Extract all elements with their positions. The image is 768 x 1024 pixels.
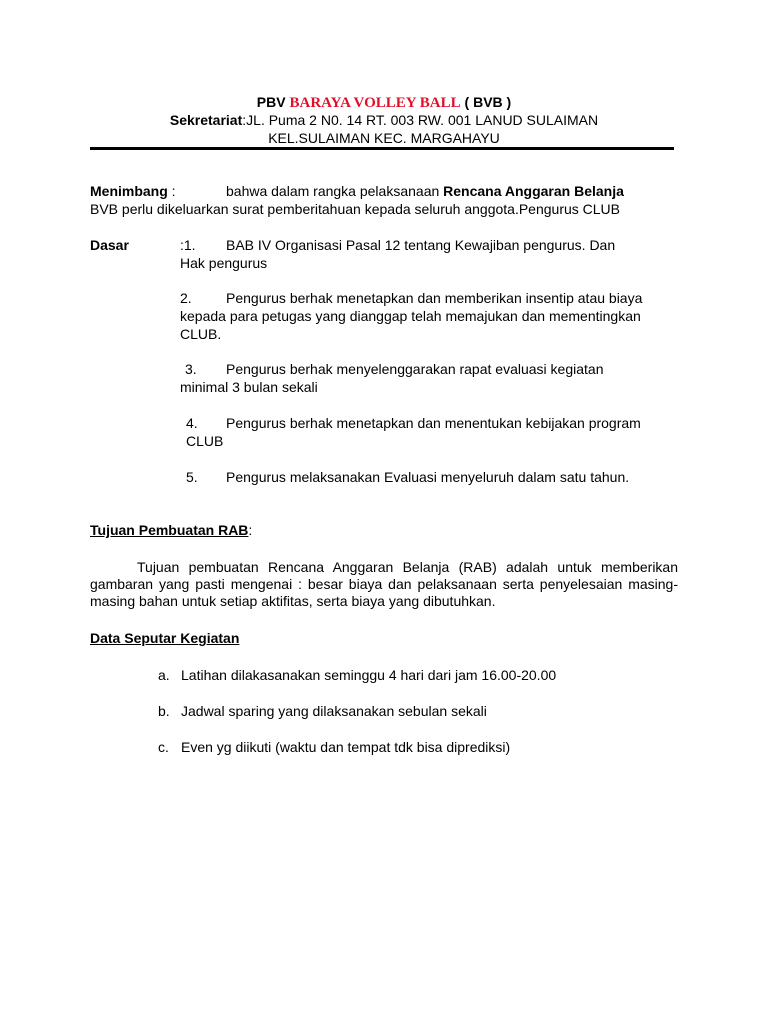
dasar-item-3-line2: minimal 3 bulan sekali <box>180 379 318 395</box>
dasar-item-4-line1: Pengurus berhak menetapkan dan menentukan kebijakan program <box>226 415 641 431</box>
kegiatan-item-a: Latihan dilakasanakan seminggu 4 hari dari jam 16.00-20.00 <box>181 667 557 683</box>
dasar-item-4-line2: CLUB <box>186 433 224 449</box>
menimbang-label: Menimbang : <box>90 183 176 199</box>
kegiatan-item-b-marker: b. <box>158 703 170 719</box>
org-abbr: ( BVB ) <box>464 94 512 110</box>
dasar-item-1-line1: BAB IV Organisasi Pasal 12 tentang Kewajiban pengurus. Dan <box>226 237 616 253</box>
dasar-item-2-line2: kepada para petugas yang dianggap telah memajukan dan mementingkan <box>180 308 641 324</box>
menimbang-text: bahwa dalam rangka pelaksanaan Rencana Anggaran Belanja <box>226 183 624 199</box>
dasar-item-1-num: :1. <box>180 237 196 253</box>
dasar-item-5-line1: Pengurus melaksanakan Evaluasi menyeluruh dalam satu tahun. <box>226 469 630 485</box>
org-name: BARAYA VOLLEY BALL <box>289 95 461 111</box>
dasar-label: Dasar <box>90 237 129 253</box>
tujuan-heading: Tujuan Pembuatan RAB: <box>90 522 253 538</box>
header-divider <box>90 147 674 150</box>
address-line-1 <box>90 112 678 129</box>
kegiatan-item-c-marker: c. <box>158 739 169 755</box>
dasar-item-2-line3: CLUB. <box>180 326 222 342</box>
dasar-item-1-line2: Hak pengurus <box>180 255 268 271</box>
kegiatan-heading: Data Seputar Kegiatan <box>90 630 240 646</box>
tujuan-paragraph: Tujuan pembuatan Rencana Anggaran Belanja (RAB) adalah untuk memberikan gambaran yang pasti mengenai : besar biaya dan pelaksanaan serta penyelesaian masing-masing bahan untuk setiap aktifitas, serta biaya yang dibutuhkan. <box>90 559 678 609</box>
kegiatan-item-b: Jadwal sparing yang dilaksanakan sebulan sekali <box>181 703 487 719</box>
dasar-item-2-line1: Pengurus berhak menetapkan dan memberikan insentip atau biaya <box>226 290 643 306</box>
dasar-item-2-num: 2. <box>180 290 192 306</box>
dasar-item-5-num: 5. <box>186 469 198 485</box>
dasar-item-3-num: 3. <box>185 361 197 377</box>
dasar-item-3-line1: Pengurus berhak menyelenggarakan rapat evaluasi kegiatan <box>226 361 604 377</box>
kegiatan-item-c: Even yg diikuti (waktu dan tempat tdk bisa diprediksi) <box>181 739 511 755</box>
kegiatan-item-a-marker: a. <box>158 667 170 683</box>
address-text-1: :JL. Puma 2 N0. 14 RT. 003 RW. 001 LANUD SULAIMAN <box>242 112 599 128</box>
letterhead-title <box>90 94 678 112</box>
org-prefix: PBV <box>256 94 286 110</box>
menimbang-line-2: BVB perlu dikeluarkan surat pemberitahuan kepada seluruh anggota.Pengurus CLUB <box>90 201 621 217</box>
address-label: Sekretariat <box>169 112 243 128</box>
address-line-2: KEL.SULAIMAN KEC. MARGAHAYU <box>268 130 500 146</box>
dasar-item-4-num: 4. <box>186 415 198 431</box>
